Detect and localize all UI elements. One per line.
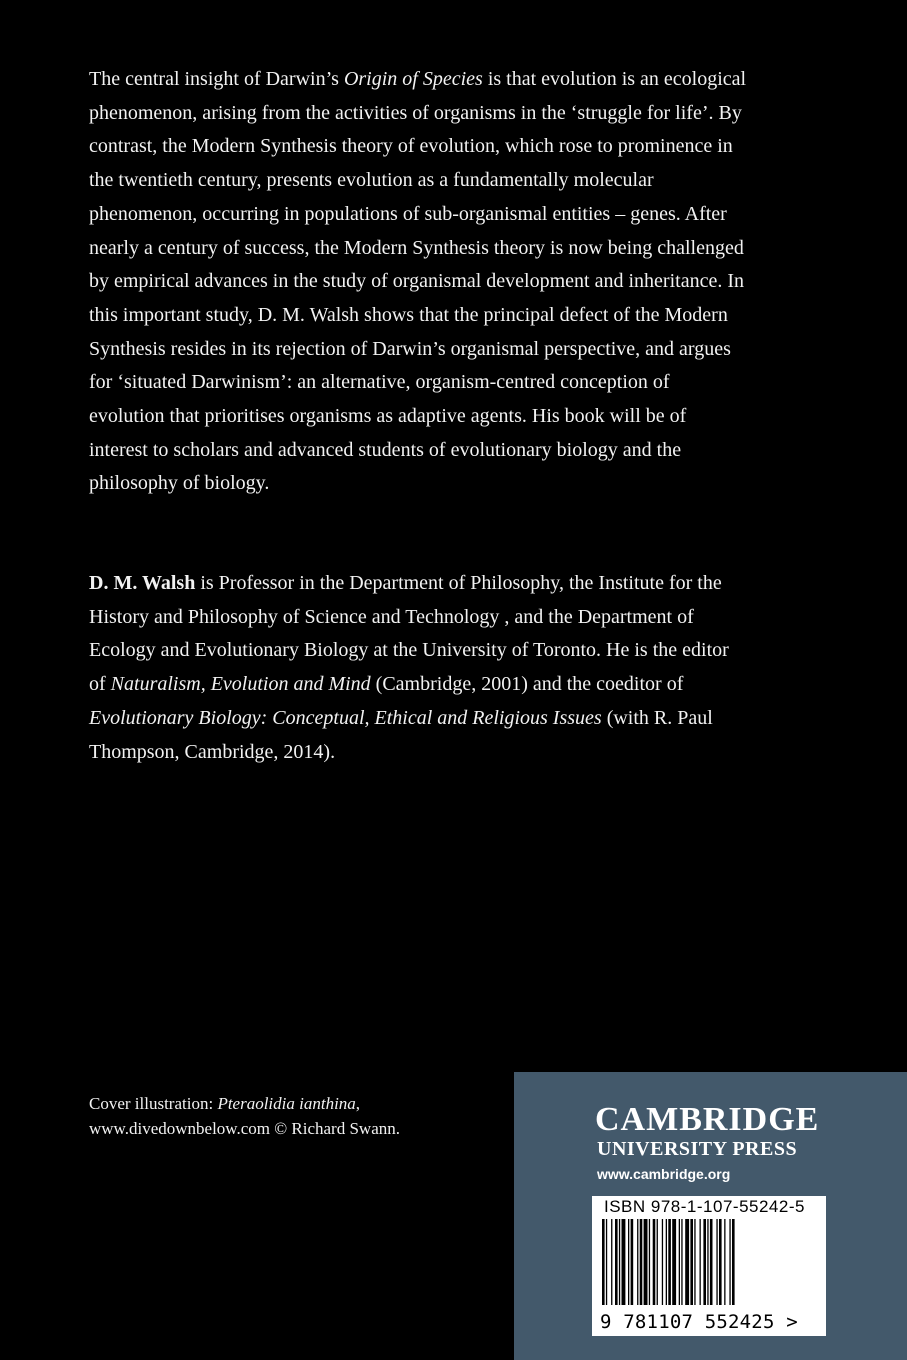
ean-digits: 9 781107 552425 > — [600, 1311, 798, 1333]
publisher-name: CAMBRIDGE — [595, 1101, 820, 1138]
cover-credit-species: Pteraolidia ianthina — [217, 1094, 356, 1113]
blurb-title-italic: Origin of Species — [343, 68, 483, 90]
author-name: D. M. Walsh — [89, 572, 196, 594]
blurb-paragraph — [89, 63, 749, 501]
cover-credit — [89, 1091, 489, 1141]
author-bio — [89, 567, 749, 769]
blurb-text: is that evolution is an ecological phenomenon, arising from the activities of organisms in the ‘struggle for life’. By contrast, the Modern Synthesis theory of evolution, which rose to prominence in the twentieth century, presents evolution as a fundamentally molecular phenomenon, occurring in populations of sub-organismal entities – genes. After nearly a century of success, the Modern Synthesis theory is now being challenged by empirical advances in the study of organismal development and inheritance. In this important study, D. M. Walsh shows that the principal defect of the Modern Synthesis resides in its rejection of Darwin’s organismal perspective, and argues for ‘situated Darwinism’: an alternative, organism-centred conception of evolution that prioritises organisms as adaptive agents. His book will be of interest to scholars and advanced students of evolutionary biology and the philosophy of biology. — [89, 68, 747, 495]
cover-credit-punct: , — [355, 1094, 361, 1113]
barcode-icon — [602, 1219, 816, 1305]
bio-book-title: Naturalism, Evolution and Mind — [110, 673, 371, 696]
publisher-subtitle: UNIVERSITY PRESS — [597, 1138, 798, 1160]
cover-credit-source: www.divedownbelow.com © Richard Swann. — [89, 1119, 400, 1138]
bio-text: is Professor in the Department of Philosophy, the Institute for the History and Philosophy of Science and Technology , and the Department of Ecology and Evolutionary Biology at the University of Toronto. He is the editor of — [89, 572, 729, 696]
bio-text: (with R. Paul Thompson, Cambridge, 2014). — [89, 706, 713, 763]
isbn-text: ISBN 978-1-107-55242-5 — [604, 1197, 805, 1216]
cover-credit-label: Cover illustration: — [89, 1094, 218, 1113]
blurb-text: The central insight of Darwin’s — [89, 68, 344, 90]
publisher-url: www.cambridge.org — [597, 1166, 731, 1182]
bio-text: (Cambridge, 2001) and the coeditor of — [370, 673, 684, 696]
bio-book-title: Evolutionary Biology: Conceptual, Ethical and Religious Issues — [89, 706, 602, 729]
